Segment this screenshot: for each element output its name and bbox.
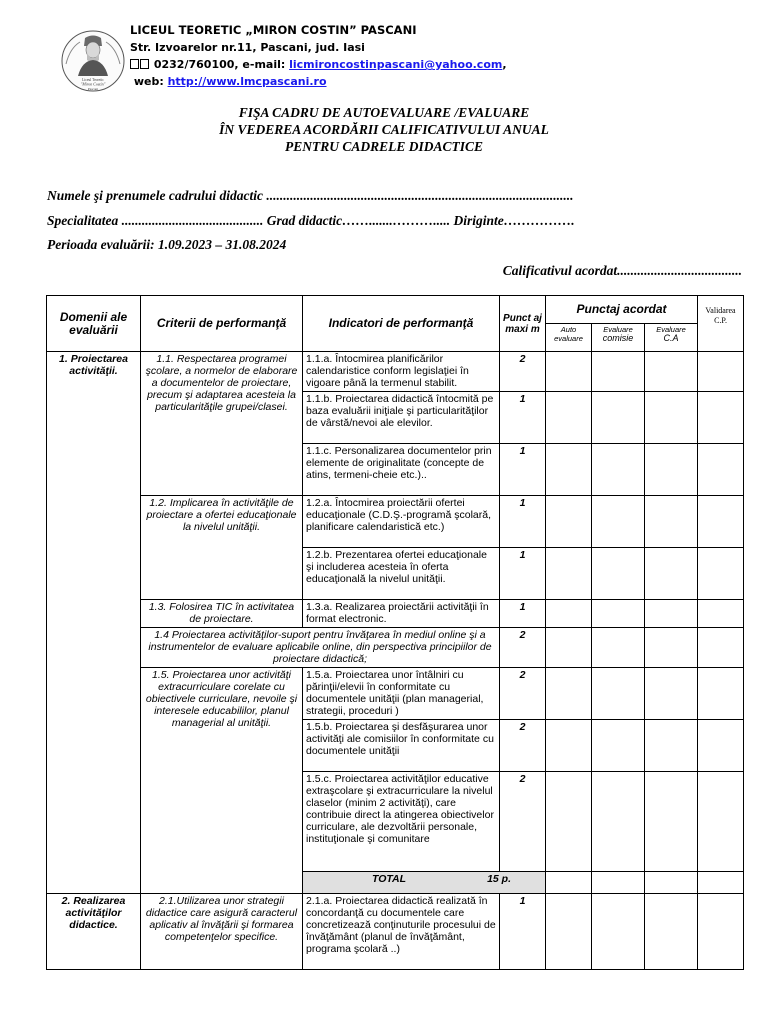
validation-cell[interactable] — [698, 444, 744, 496]
self-eval-cell[interactable] — [546, 444, 592, 496]
web-line — [130, 73, 507, 90]
indicator-2-1-a: 2.1.a. Proiectarea didactică realizată în concordanţă cu documentele care concretizează conţinuturile procesului de învăţământ (planul de învăţământ, programa şcolară ..) — [303, 894, 500, 970]
validation-cell[interactable] — [698, 628, 744, 668]
validation-cell[interactable] — [698, 548, 744, 600]
portrait-logo-icon — [60, 28, 126, 94]
self-eval-cell[interactable] — [546, 352, 592, 392]
commission-cell[interactable] — [592, 894, 645, 970]
commission-cell[interactable] — [592, 628, 645, 668]
self-eval-cell[interactable] — [546, 600, 592, 628]
commission-cell[interactable] — [592, 668, 645, 720]
self-eval-cell[interactable] — [546, 548, 592, 600]
validation-cell[interactable] — [698, 600, 744, 628]
criterion-1-4: 1.4 Proiectarea activităţilor-suport pentru învăţarea în mediul online şi a instrumentelor de evaluare aplicabile online, din perspectiva principiilor de proiectare didactică; — [141, 628, 500, 668]
svg-text:Pascani: Pascani — [87, 87, 99, 91]
indicator-1-2-a: 1.2.a. Întocmirea proiectării ofertei educaţionale (C.D.Ş.-programă şcolară, planificare calendaristică etc.) — [303, 496, 500, 548]
max-points: 2 — [500, 352, 546, 392]
commission-cell[interactable] — [592, 392, 645, 444]
svg-text:"Miron Costin": "Miron Costin" — [80, 81, 106, 87]
web-label: web: — [133, 75, 168, 88]
criterion-1-2: 1.2. Implicarea în activităţile de proiectare a ofertei educaţionale la nivelul unităţii. — [141, 496, 303, 600]
max-points: 1 — [500, 444, 546, 496]
ca-cell[interactable] — [645, 548, 698, 600]
ca-cell[interactable] — [645, 600, 698, 628]
validation-cell[interactable] — [698, 894, 744, 970]
max-points: 1 — [500, 548, 546, 600]
title-line-2: ÎN VEDEREA ACORDĂRII CALIFICATIVULUI ANUAL — [219, 122, 549, 137]
ca-cell[interactable] — [645, 444, 698, 496]
table-row — [47, 496, 744, 548]
commission-cell[interactable] — [592, 444, 645, 496]
commission-cell[interactable] — [592, 872, 645, 894]
total-label: TOTAL — [371, 873, 406, 885]
header-criteria: Criterii de performanţă — [141, 296, 303, 352]
validation-cell[interactable] — [698, 720, 744, 772]
criterion-1-1: 1.1. Respectarea programei şcolare, a normelor de elaborare a documentelor de proiectare, precum şi adaptarea acesteia la particularităţile grupei/clasei. — [141, 352, 303, 496]
table-row — [47, 600, 744, 628]
commission-cell[interactable] — [592, 772, 645, 872]
commission-cell[interactable] — [592, 548, 645, 600]
total-cell — [303, 872, 546, 894]
self-eval-cell[interactable] — [546, 720, 592, 772]
ca-cell[interactable] — [645, 496, 698, 548]
self-eval-cell[interactable] — [546, 894, 592, 970]
max-points: 1 — [500, 894, 546, 970]
ca-cell[interactable] — [645, 352, 698, 392]
validation-cell[interactable] — [698, 352, 744, 392]
domain-2: 2. Realizarea activităţilor didactice. — [47, 894, 141, 970]
document-title — [0, 104, 768, 155]
school-header — [60, 22, 720, 92]
school-address: Str. Izvoarelor nr.11, Pascani, jud. Iasi — [130, 41, 365, 54]
phone-number: 0232/760100 — [153, 58, 235, 71]
table-row — [47, 668, 744, 720]
svg-text:Liceul Teoretic: Liceul Teoretic — [82, 78, 104, 82]
contact-line — [130, 56, 507, 73]
self-eval-cell[interactable] — [546, 772, 592, 872]
validation-cell[interactable] — [698, 496, 744, 548]
web-link[interactable]: http://www.lmcpascani.ro — [167, 75, 327, 88]
indicator-1-2-b: 1.2.b. Prezentarea ofertei educaţionale şi includerea acesteia în oferta educaţională la nivelul unităţii. — [303, 548, 500, 600]
grade-awarded-field: Calificativul acordat..................................... — [502, 263, 742, 278]
teacher-name-field: Numele şi prenumele cadrului didactic ........................................................................................... — [47, 188, 574, 203]
indicator-1-5-c: 1.5.c. Proiectarea activităţilor educative extraşcolare şi extracurriculare la nivelul claselor (minim 2 activităţi), care contribuie direct la atingerea obiectivelor curriculare, ale dezvoltării personale, instituţionale şi comunitare — [303, 772, 500, 872]
commission-cell[interactable] — [592, 496, 645, 548]
indicator-1-1-a: 1.1.a. Întocmirea planificărilor calendaristice conform legislaţiei în vigoare până la termenul stabilit. — [303, 352, 500, 392]
commission-cell[interactable] — [592, 720, 645, 772]
max-points: 2 — [500, 628, 546, 668]
indicator-1-3-a: 1.3.a. Realizarea proiectării activităţii în format electronic. — [303, 600, 500, 628]
self-eval-cell[interactable] — [546, 496, 592, 548]
email-link[interactable]: licmironcostinpascani@yahoo.com — [289, 58, 503, 71]
validation-cell[interactable] — [698, 772, 744, 872]
school-name: LICEUL TEORETIC „MIRON COSTIN” PASCANI — [130, 23, 417, 37]
ca-cell[interactable] — [645, 894, 698, 970]
validation-cell[interactable] — [698, 392, 744, 444]
max-points: 1 — [500, 496, 546, 548]
indicator-1-1-b: 1.1.b. Proiectarea didactică întocmită pe baza evaluării iniţiale şi particularităţilor de vârstă/nevoi ale elevilor. — [303, 392, 500, 444]
table-row — [47, 352, 744, 392]
header-indicators: Indicatori de performanţă — [303, 296, 500, 352]
self-eval-cell[interactable] — [546, 668, 592, 720]
indicator-1-1-c: 1.1.c. Personalizarea documentelor prin elemente de originalitate (concepte de atins, termeni-cheie etc.).. — [303, 444, 500, 496]
indicator-1-5-a: 1.5.a. Proiectarea unor întâlniri cu părinţii/elevii în conformitate cu documentele unităţii (plan managerial, strategii, proceduri ) — [303, 668, 500, 720]
header-max-points: Punct aj maxi m — [500, 296, 546, 352]
header-commission-evaluation: Evaluare comisie — [592, 324, 645, 352]
commission-cell[interactable] — [592, 600, 645, 628]
ca-cell[interactable] — [645, 720, 698, 772]
header-ca-evaluation: Evaluare C.A — [645, 324, 698, 352]
ca-cell[interactable] — [645, 772, 698, 872]
phone-icon — [140, 59, 149, 69]
self-eval-cell[interactable] — [546, 392, 592, 444]
school-logo — [60, 28, 126, 94]
evaluation-table — [46, 295, 744, 970]
ca-cell[interactable] — [645, 392, 698, 444]
evaluation-period: Perioada evaluării: 1.09.2023 – 31.08.2024 — [47, 237, 287, 252]
title-line-3: PENTRU CADRELE DIDACTICE — [284, 139, 484, 154]
ca-cell[interactable] — [645, 668, 698, 720]
ca-cell[interactable] — [645, 628, 698, 668]
criterion-1-5: 1.5. Proiectarea unor activităţi extracurriculare corelate cu obiectivele curriculare, nevoile şi interesele educabililor, planul managerial al unităţii. — [141, 668, 303, 894]
total-value: 15 p. — [487, 873, 511, 885]
domain-1: 1. Proiectarea activităţii. — [47, 352, 141, 894]
max-points: 1 — [500, 600, 546, 628]
header-awarded-points: Punctaj acordat — [546, 296, 698, 324]
criterion-2-1: 2.1.Utilizarea unor strategii didactice care asigură caracterul aplicativ al învăţării şi formarea competenţelor specifice. — [141, 894, 303, 970]
validation-cell[interactable] — [698, 872, 744, 894]
criterion-1-3: 1.3. Folosirea TIC în activitatea de proiectare. — [141, 600, 303, 628]
indicator-1-5-b: 1.5.b. Proiectarea şi desfăşurarea unor activităţi ale comisiilor în conformitate cu documentele unităţii — [303, 720, 500, 772]
email-label: , e-mail: — [234, 58, 290, 71]
specialty-field: Specialitatea .......................................... Grad didactic…….......………..... Diriginte……………. — [47, 213, 575, 228]
table-row — [47, 628, 744, 668]
header-self-evaluation: Auto evaluare — [546, 324, 592, 352]
validation-cell[interactable] — [698, 668, 744, 720]
self-eval-cell[interactable] — [546, 628, 592, 668]
max-points: 1 — [500, 392, 546, 444]
email-suffix: , — [502, 58, 507, 71]
ca-cell[interactable] — [645, 872, 698, 894]
self-eval-cell[interactable] — [546, 872, 592, 894]
table-row — [47, 894, 744, 970]
title-line-1: FIŞA CADRU DE AUTOEVALUARE /EVALUARE — [238, 105, 530, 120]
max-points: 2 — [500, 668, 546, 720]
max-points: 2 — [500, 720, 546, 772]
header-domains: Domenii ale evaluării — [47, 296, 141, 352]
header-validation: Validarea C.P. — [698, 296, 744, 352]
commission-cell[interactable] — [592, 352, 645, 392]
max-points: 2 — [500, 772, 546, 872]
phone-icon — [130, 59, 139, 69]
